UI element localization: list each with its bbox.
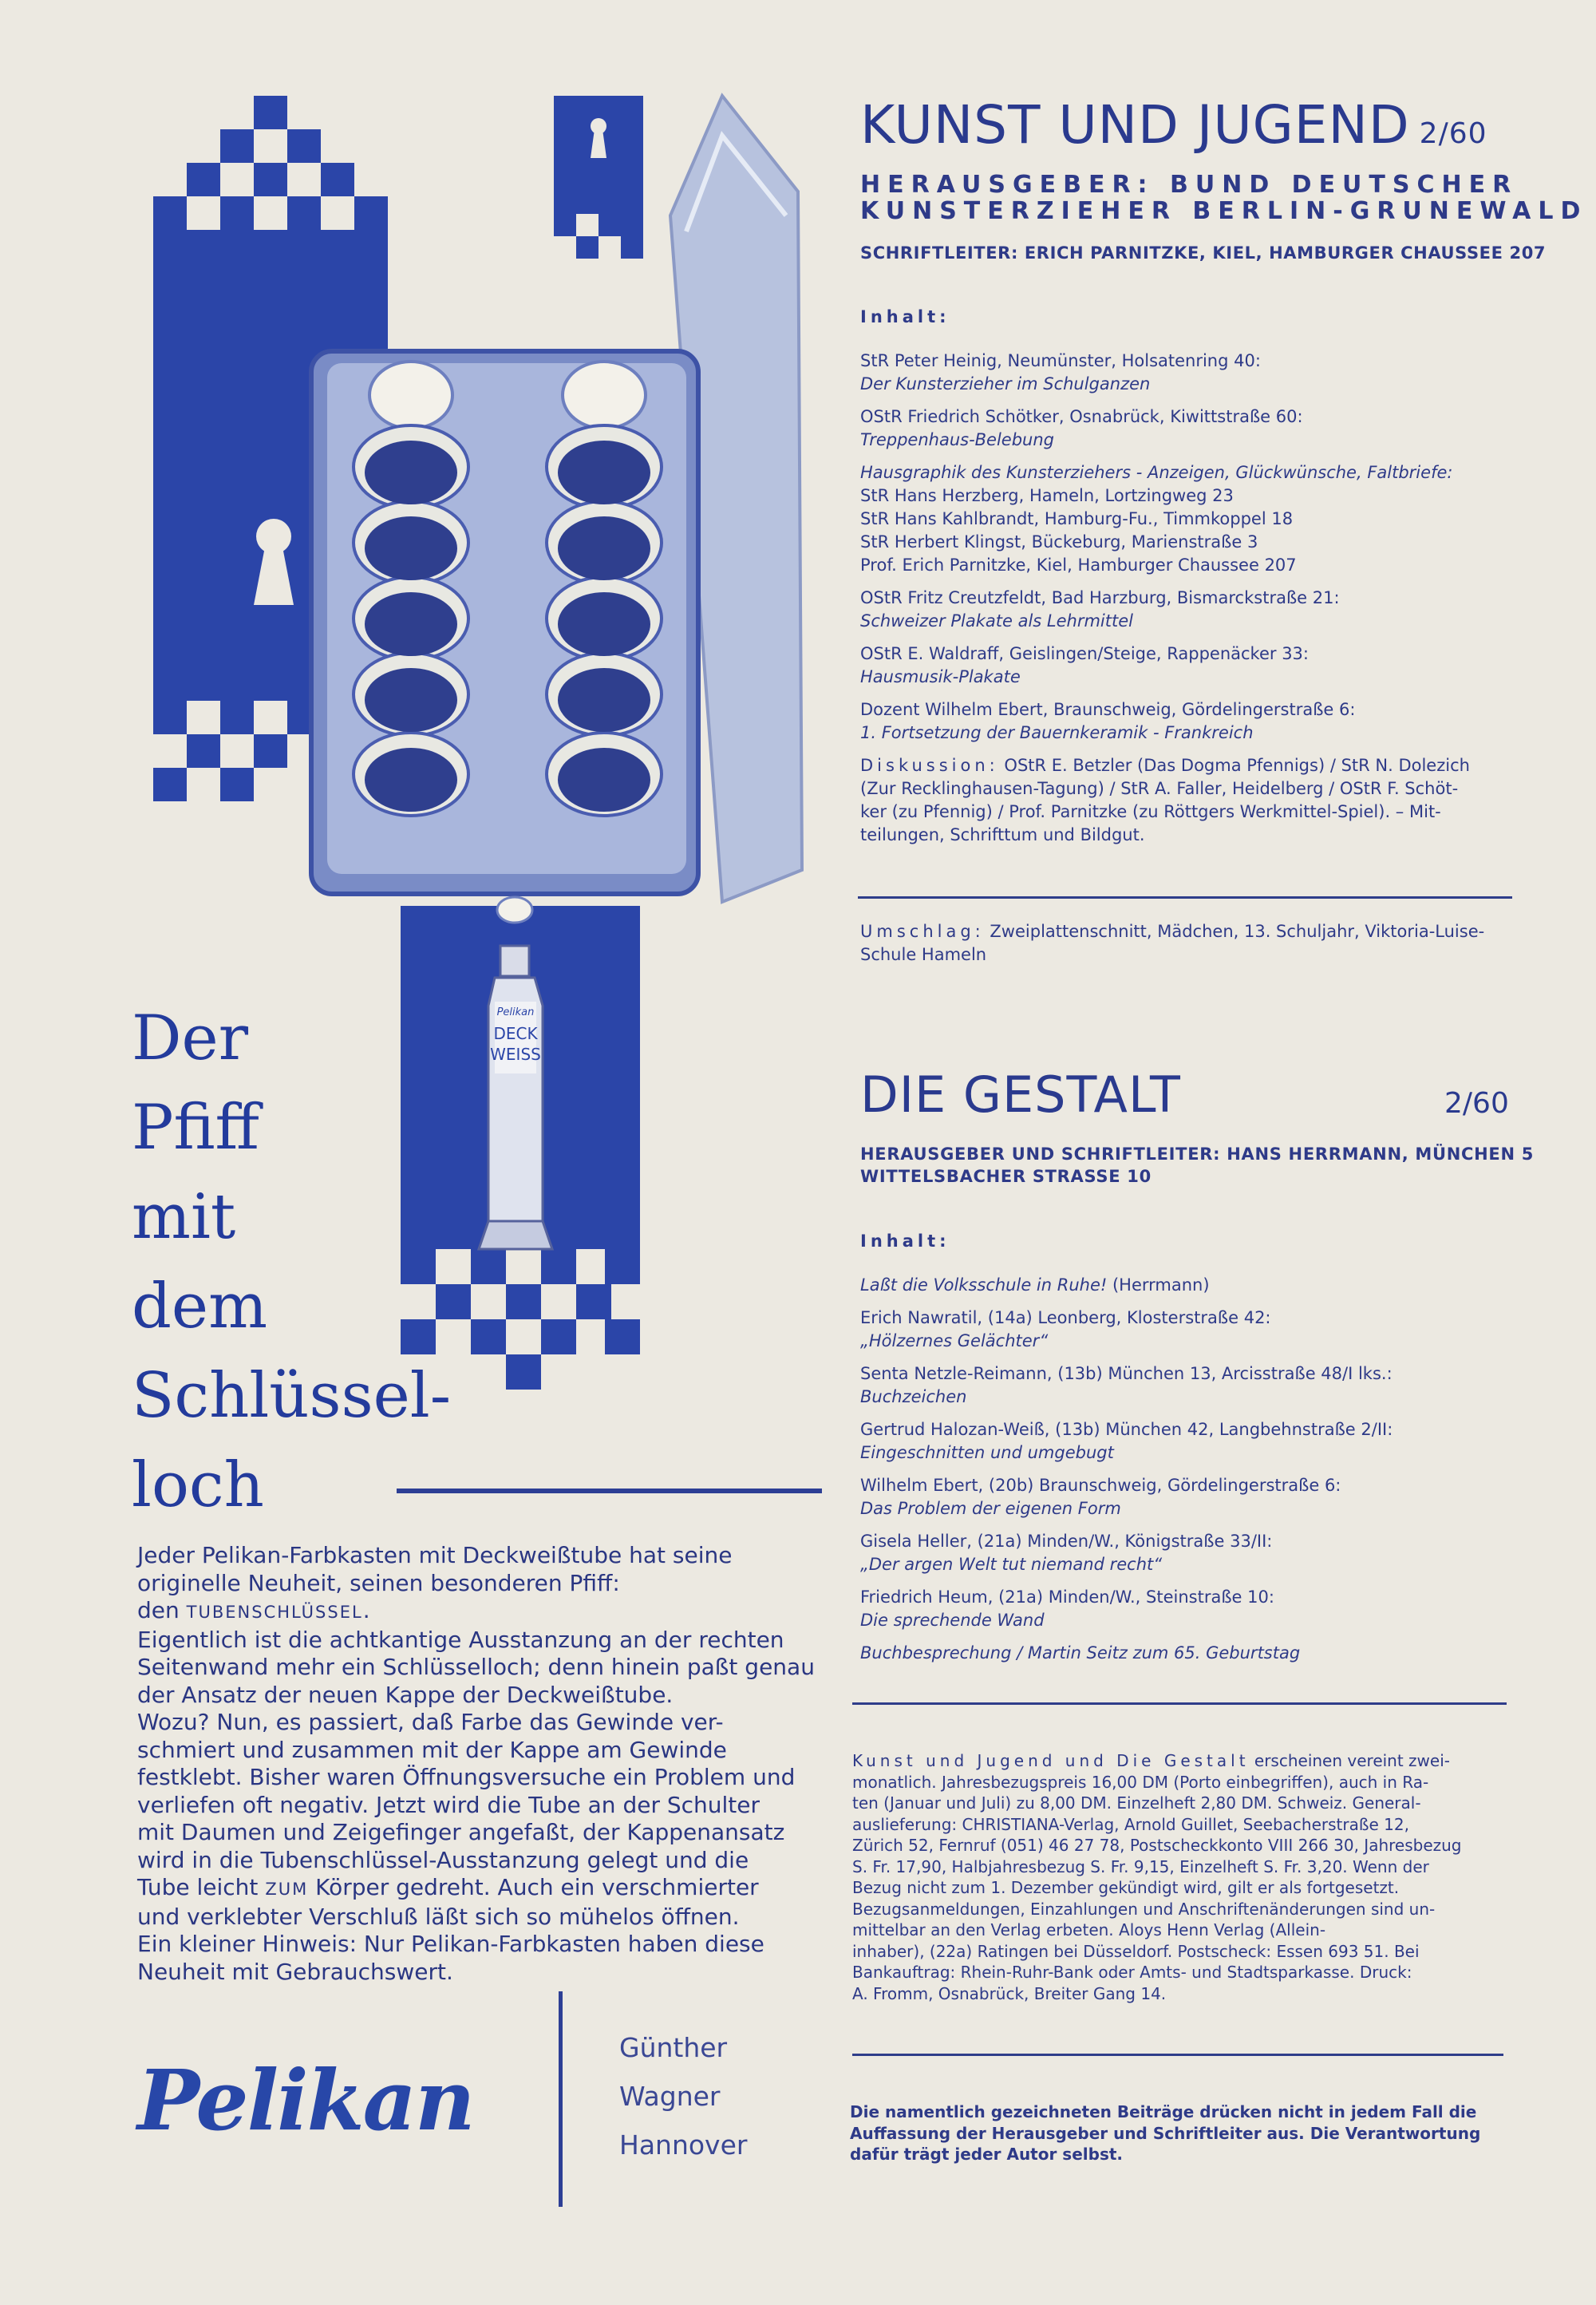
journal1-contents-heading: Inhalt: <box>860 307 950 326</box>
toc-author: Friedrich Heum, (21a) Minden/W., Steinstraße 10: <box>860 1587 1274 1607</box>
ad-body-line: Tube leicht ZUM Körper gedreht. Auch ein verschmierter <box>137 1874 759 1900</box>
toc-discussion <box>860 754 1519 847</box>
imprint-line: A. Fromm, Osnabrück, Breiter Gang 14. <box>852 1983 1167 2003</box>
imprint-line: erscheinen vereint zwei- <box>1249 1751 1450 1770</box>
toc-title: Hausmusik-Plakate <box>860 667 1021 686</box>
toc-author: StR Peter Heinig, Neumünster, Holsatenring 40: <box>860 351 1261 370</box>
section-rule <box>852 1702 1507 1705</box>
toc-entry <box>860 350 1519 396</box>
toc-entry <box>860 1274 1519 1297</box>
discussion-line: ker (zu Pfennig) / Prof. Parnitzke (zu Röttgers Werkmittel-Spiel). – Mit- <box>860 802 1441 821</box>
toc-title: Das Problem der eigenen Form <box>860 1499 1121 1518</box>
discussion-line: (Zur Recklinghausen-Tagung) / StR A. Faller, Heidelberg / OStR F. Schöt- <box>860 779 1459 798</box>
section-rule <box>852 2054 1503 2056</box>
toc-entry <box>860 642 1519 689</box>
toc-author: Gertrud Halozan-Weiß, (13b) München 42, Langbehnstraße 2/II: <box>860 1420 1393 1439</box>
dealer-line: Wagner <box>619 2081 721 2112</box>
toc-author: StR Hans Kahlbrandt, Hamburg-Fu., Timmkoppel 18 <box>860 509 1294 528</box>
ad-body-line: festklebt. Bisher waren Öffnungsversuche ein Problem und <box>137 1764 796 1790</box>
disclaimer-line: Auffassung der Herausgeber und Schriftleiter aus. Die Verantwortung <box>850 2123 1481 2143</box>
discussion-label: Diskussion: <box>860 756 999 775</box>
toc-author: OStR E. Waldraff, Geislingen/Steige, Rappenäcker 33: <box>860 644 1309 663</box>
journal2-title: DIE GESTALT <box>860 1066 1181 1124</box>
toc-entry <box>860 1307 1519 1353</box>
ad-body-text <box>137 1542 815 1986</box>
imprint-text <box>852 1750 1511 2004</box>
toc-title: Buchzeichen <box>860 1387 967 1406</box>
discussion-line: teilungen, Schrifttum und Bildgut. <box>860 825 1145 844</box>
tube-label-brand: Pelikan <box>496 1006 535 1018</box>
small-caps-word: TUBENSCHLÜSSEL <box>186 1603 363 1622</box>
dealer-address <box>619 2023 747 2169</box>
headline-line: dem <box>132 1271 268 1342</box>
toc-title: Eingeschnitten und umgebugt <box>860 1443 1114 1462</box>
toc-entry <box>860 1418 1519 1465</box>
publisher-line: KUNSTERZIEHER BERLIN-GRUNEWALD <box>860 197 1588 225</box>
imprint-lead: Kunst und Jugend und Die Gestalt <box>852 1751 1250 1770</box>
journal1-publisher <box>860 171 1588 225</box>
cover-line: Zweiplattenschnitt, Mädchen, 13. Schuljahr, Viktoria-Luise- <box>990 922 1485 941</box>
imprint-line: monatlich. Jahresbezugspreis 16,00 DM (Porto einbegriffen), auch in Ra- <box>852 1772 1429 1792</box>
ad-body-line: verliefen oft negativ. Jetzt wird die Tube an der Schulter <box>137 1791 760 1818</box>
toc-title: „Der argen Welt tut niemand recht“ <box>860 1555 1163 1574</box>
toc-title: Treppenhaus-Belebung <box>860 430 1055 449</box>
toc-title: Die sprechende Wand <box>860 1611 1045 1630</box>
ad-body-line: Jeder Pelikan-Farbkasten mit Deckweißtube hat seine <box>137 1542 733 1568</box>
toc-author: OStR Fritz Creutzfeldt, Bad Harzburg, Bismarckstraße 21: <box>860 588 1340 607</box>
journal1-title: KUNST UND JUGEND <box>860 94 1410 156</box>
small-caps-word: ZUM <box>265 1880 309 1899</box>
cover-line: Schule Hameln <box>860 945 987 964</box>
toc-author: Wilhelm Ebert, (20b) Braunschweig, Gördelingerstraße 6: <box>860 1476 1341 1495</box>
imprint-line: ten (Januar und Juli) zu 8,00 DM. Einzelheft 2,80 DM. Schweiz. General- <box>852 1793 1421 1813</box>
logo-divider <box>559 1991 563 2207</box>
ad-body-line: Neuheit mit Gebrauchswert. <box>137 1958 453 1985</box>
toc-entry <box>860 1362 1519 1409</box>
journal1-toc <box>860 350 1519 856</box>
ad-headline <box>132 994 452 1530</box>
journal2-issue: 2/60 <box>1444 1087 1509 1120</box>
toc-author: StR Hans Herzberg, Hameln, Lortzingweg 23 <box>860 486 1234 505</box>
ad-body-line: der Ansatz der neuen Kappe der Deckweißtube. <box>137 1681 674 1708</box>
tube-label-deck: DECK <box>493 1024 538 1043</box>
toc-author: Gisela Heller, (21a) Minden/W., Königstraße 33/II: <box>860 1532 1273 1551</box>
imprint-line: Bezugsanmeldungen, Einzahlungen und Anschriftenänderungen sind un- <box>852 1899 1436 1919</box>
toc-entry <box>860 1474 1519 1520</box>
publisher-line: HERAUSGEBER UND SCHRIFTLEITER: HANS HERRMANN, MÜNCHEN 5 <box>860 1145 1535 1164</box>
disclaimer-line: dafür trägt jeder Autor selbst. <box>850 2145 1124 2164</box>
tube-label-weiss: WEISS <box>490 1045 541 1064</box>
disclaimer-line: Die namentlich gezeichneten Beiträge drücken nicht in jedem Fall die <box>850 2102 1477 2121</box>
toc-entry <box>860 405 1519 452</box>
toc-title: „Hölzernes Gelächter“ <box>860 1331 1049 1350</box>
toc-entry <box>860 698 1519 745</box>
headline-line: mit <box>132 1181 236 1253</box>
journal1-issue: 2/60 <box>1419 117 1487 150</box>
disclaimer-text <box>850 2101 1508 2165</box>
imprint-line: mittelbar an den Verlag erbeten. Aloys Henn Verlag (Allein- <box>852 1920 1326 1939</box>
dealer-line: Günther <box>619 2032 728 2063</box>
toc-author: StR Herbert Klingst, Bückeburg, Marienstraße 3 <box>860 532 1258 552</box>
pelikan-logo: Pelikan <box>137 2051 474 2149</box>
ad-body-line: den TUBENSCHLÜSSEL. <box>137 1597 370 1623</box>
toc-entry <box>860 1586 1519 1632</box>
journal1-masthead <box>860 94 1519 156</box>
publisher-line: HERAUSGEBER: BUND DEUTSCHER <box>860 171 1519 199</box>
ad-body-line: schmiert und zusammen mit der Kappe am Gewinde <box>137 1736 727 1763</box>
imprint-line: Zürich 52, Fernruf (051) 46 27 78, Postscheckkonto VIII 266 30, Jahresbezug <box>852 1836 1462 1855</box>
toc-author: (Herrmann) <box>1112 1275 1210 1295</box>
discussion-line: OStR E. Betzler (Das Dogma Pfennigs) / StR N. Dolezich <box>1004 756 1470 775</box>
toc-entry <box>860 1642 1519 1665</box>
toc-title: Schweizer Plakate als Lehrmittel <box>860 611 1133 631</box>
cover-label: Umschlag: <box>860 922 985 941</box>
toc-title: 1. Fortsetzung der Bauernkeramik - Frankreich <box>860 723 1254 742</box>
ad-body-line: mit Daumen und Zeigefinger angefaßt, der Kappenansatz <box>137 1819 785 1845</box>
imprint-line: S. Fr. 17,90, Halbjahresbezug S. Fr. 9,15, Einzelheft S. Fr. 3,20. Wenn der <box>852 1856 1429 1876</box>
toc-review: Buchbesprechung / Martin Seitz zum 65. Geburtstag <box>860 1643 1301 1663</box>
toc-title: Hausgraphik des Kunsterziehers - Anzeigen, Glückwünsche, Faltbriefe: <box>860 463 1453 482</box>
headline-line: Der <box>132 1002 248 1074</box>
headline-line: Schlüssel- <box>132 1360 452 1432</box>
toc-author: Dozent Wilhelm Ebert, Braunschweig, Gördelingerstraße 6: <box>860 700 1356 719</box>
toc-title: Der Kunsterzieher im Schulganzen <box>860 374 1151 393</box>
journal2-toc <box>860 1274 1519 1674</box>
section-rule <box>858 896 1512 899</box>
ad-body-line: Wozu? Nun, es passiert, daß Farbe das Gewinde ver- <box>137 1709 724 1735</box>
toc-author: Senta Netzle-Reimann, (13b) München 13, Arcisstraße 48/I lks.: <box>860 1364 1393 1383</box>
journal1-cover-note <box>860 920 1519 967</box>
imprint-line: auslieferung: CHRISTIANA-Verlag, Arnold Guillet, Seebacherstraße 12, <box>852 1814 1409 1834</box>
toc-entry <box>860 1530 1519 1576</box>
ad-body-line: Ein kleiner Hinweis: Nur Pelikan-Farbkasten haben diese <box>137 1931 764 1957</box>
ad-body-line: Seitenwand mehr ein Schlüsselloch; denn hinein paßt genau <box>137 1654 815 1680</box>
journal1-editor: SCHRIFTLEITER: ERICH PARNITZKE, KIEL, HAMBURGER CHAUSSEE 207 <box>860 243 1547 263</box>
ad-body-line: Eigentlich ist die achtkantige Ausstanzung an der rechten <box>137 1626 784 1653</box>
right-small-ornament <box>554 96 643 259</box>
ad-body-line: wird in die Tubenschlüssel-Ausstanzung gelegt und die <box>137 1846 749 1873</box>
headline-line: Pfiff <box>132 1092 259 1164</box>
dealer-line: Hannover <box>619 2129 748 2161</box>
headline-line: loch <box>132 1449 264 1521</box>
toc-author: OStR Friedrich Schötker, Osnabrück, Kiwittstraße 60: <box>860 407 1303 426</box>
imprint-line: inhaber), (22a) Ratingen bei Düsseldorf. Postscheck: Essen 693 51. Bei <box>852 1941 1420 1961</box>
toc-author: Prof. Erich Parnitzke, Kiel, Hamburger Chaussee 207 <box>860 555 1297 575</box>
ad-body-line: originelle Neuheit, seinen besonderen Pfiff: <box>137 1569 620 1596</box>
imprint-line: Bezug nicht zum 1. Dezember gekündigt wird, gilt er als fortgesetzt. <box>852 1878 1400 1897</box>
imprint-line: Bankauftrag: Rhein-Ruhr-Bank oder Amts- und Stadtsparkasse. Druck: <box>852 1963 1412 1982</box>
journal2-publisher <box>860 1143 1535 1188</box>
toc-author: Erich Nawratil, (14a) Leonberg, Klosterstraße 42: <box>860 1308 1271 1327</box>
toc-entry <box>860 461 1519 577</box>
ad-divider <box>397 1489 822 1493</box>
toc-entry <box>860 587 1519 633</box>
ad-body-line: und verklebter Verschluß läßt sich so mühelos öffnen. <box>137 1903 740 1930</box>
publisher-line: WITTELSBACHER STRASSE 10 <box>860 1167 1152 1186</box>
toc-title: Laßt die Volksschule in Ruhe! <box>860 1275 1108 1295</box>
journal2-contents-heading: Inhalt: <box>860 1232 950 1251</box>
